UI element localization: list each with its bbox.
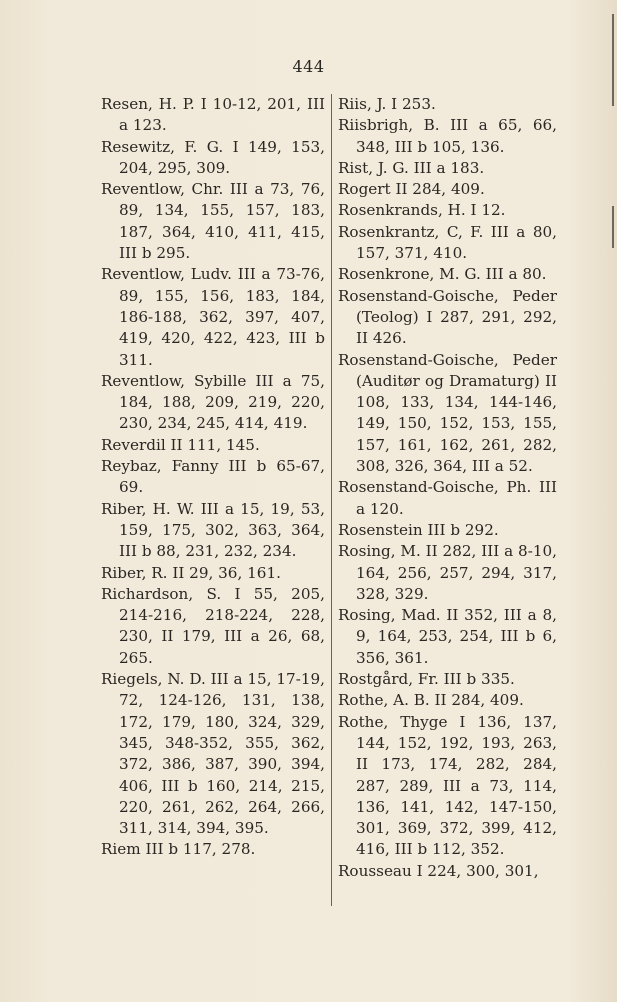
index-entry: Rousseau I 224, 300, 301, [338,861,539,880]
index-entry: Rosenstand-Goische, Peder (Auditør og Dramaturg) II 108, 133, 134, 144-146, 149, 150, 152, 153, 155, 157, 161, 162, 261, 282, 308, 326, 364, III a 52. [338,350,557,476]
index-entry: Reventlow, Ludv. III a 73-76, 89, 155, 156, 183, 184, 186-188, 362, 397, 407, 419, 420, 422, 423, III b 311. [101,265,325,369]
index-entry: Riber, H. W. III a 15, 19, 53, 159, 175, 302, 363, 364, III b 88, 231, 232, 234. [101,499,325,561]
index-entry: Riisbrigh, B. III a 65, 66, 348, III b 105, 136. [338,116,557,156]
index-entry: Rothe, Thyge I 136, 137, 144, 152, 192, 193, 263, II 173, 174, 282, 284, 287, 289, III a 73, 114, 136, 141, 142, 147-150, 301, 369, 372, 399, 412, 416, III b 112, 352. [338,712,557,859]
page-number: 444 [292,57,325,76]
page-edge-mark [612,206,614,248]
index-entry: Rogert II 284, 409. [338,180,485,199]
index-entry: Rosenkrone, M. G. III a 80. [338,265,547,284]
column-divider [331,94,332,906]
page-edge-mark [612,14,614,106]
index-entry: Reverdil II 111, 145. [101,435,260,454]
index-entry: Reventlow, Sybille III a 75, 184, 188, 209, 219, 220, 230, 234, 245, 414, 419. [101,371,325,433]
index-entry: Rothe, A. B. II 284, 409. [338,691,524,710]
index-entry: Rostgård, Fr. III b 335. [338,670,515,689]
index-column-left [101,94,325,861]
index-entry: Riis, J. I 253. [338,95,436,113]
index-entry: Rist, J. G. III a 183. [338,158,485,177]
index-entry: Riem III b 117, 278. [101,840,256,859]
index-entry: Reybaz, Fanny III b 65-67, 69. [101,457,325,497]
index-entry: Riegels, N. D. III a 15, 17-19, 72, 124-126, 131, 138, 172, 179, 180, 324, 329, 345, 348-352, 355, 362, 372, 386, 387, 390, 394, 406, III b 160, 214, 215, 220, 261, 262, 264, 266, 311, 314, 394, 395. [101,670,325,838]
index-entry: Rosenkrands, H. I 12. [338,201,506,220]
index-entry: Rosenstein III b 292. [338,520,499,539]
index-entry: Rosing, M. II 282, III a 8-10, 164, 256, 257, 294, 317, 328, 329. [338,542,557,603]
index-entry: Reventlow, Chr. III a 73, 76, 89, 134, 155, 157, 183, 187, 364, 410, 411, 415, III b 295. [101,180,325,263]
index-entry: Rosenkrantz, C, F. III a 80, 157, 371, 410. [338,222,557,263]
index-entry: Resen, H. P. I 10-12, 201, III a 123. [101,95,325,135]
index-entry: Richardson, S. I 55, 205, 214-216, 218-224, 228, 230, II 179, III a 26, 68, 265. [101,584,325,667]
index-entry: Rosing, Mad. II 352, III a 8, 9, 164, 253, 254, III b 6, 356, 361. [338,606,557,667]
index-entry: Rosenstand-Goische, Peder (Teolog) I 287, 291, 292, II 426. [338,286,557,348]
index-column-right [338,94,557,882]
index-entry: Resewitz, F. G. I 149, 153, 204, 295, 309. [101,137,325,177]
index-entry: Riber, R. II 29, 36, 161. [101,563,281,582]
index-entry: Rosenstand-Goische, Ph. III a 120. [338,478,557,518]
